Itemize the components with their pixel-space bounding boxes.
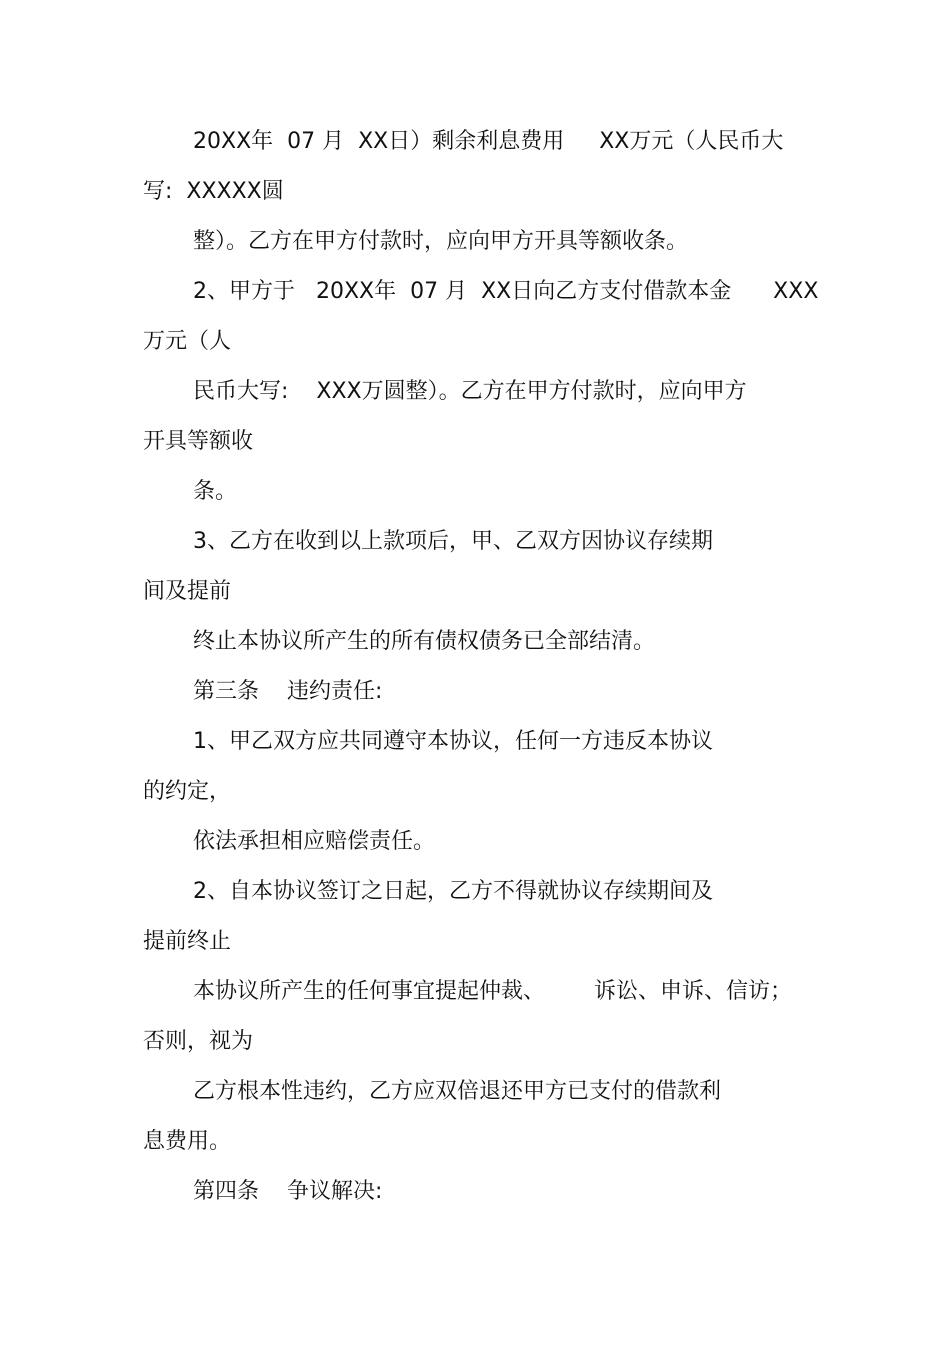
text-line-19: 否则，视为 <box>143 1029 254 1054</box>
text-line-18: 本协议所产生的任何事宜提起仲裁、 诉讼、申诉、信访； <box>193 979 792 1004</box>
text-line-8: 条。 <box>193 479 238 504</box>
text-line-6: 民币大写: XXX万圆整）。乙方在甲方付款时，应向甲方 <box>193 379 747 404</box>
text-line-4: 2、甲方于 20XX年 07 月 XX日向乙方支付借款本金 XXX <box>193 279 819 304</box>
text-line-9: 3、乙方在收到以上款项后，甲、乙双方因协议存续期 <box>193 529 713 554</box>
text-line-20: 乙方根本性违约，乙方应双倍退还甲方已支付的借款利 <box>193 1079 722 1104</box>
text-line-11: 终止本协议所产生的所有债权债务已全部结清。 <box>193 629 656 654</box>
text-line-17: 提前终止 <box>143 929 232 954</box>
section-heading-3: 第三条 违约责任: <box>193 679 383 704</box>
text-line-3: 整）。乙方在甲方付款时，应向甲方开具等额收条。 <box>193 229 689 254</box>
text-line-21: 息费用。 <box>143 1129 232 1154</box>
text-line-13: 1、甲乙双方应共同遵守本协议，任何一方违反本协议 <box>193 729 713 754</box>
text-line-15: 依法承担相应赔偿责任。 <box>193 829 436 854</box>
text-line-5: 万元（人 <box>143 329 232 354</box>
text-line-7: 开具等额收 <box>143 429 254 454</box>
section-heading-4: 第四条 争议解决: <box>193 1179 383 1204</box>
text-line-2: 写: XXXXX圆 <box>143 179 284 204</box>
text-line-14: 的约定， <box>143 779 232 804</box>
text-line-1: 20XX年 07 月 XX日）剩余利息费用 XX万元（人民币大 <box>193 129 784 154</box>
text-line-10: 间及提前 <box>143 579 232 604</box>
text-line-16: 2、自本协议签订之日起，乙方不得就协议存续期间及 <box>193 879 713 904</box>
